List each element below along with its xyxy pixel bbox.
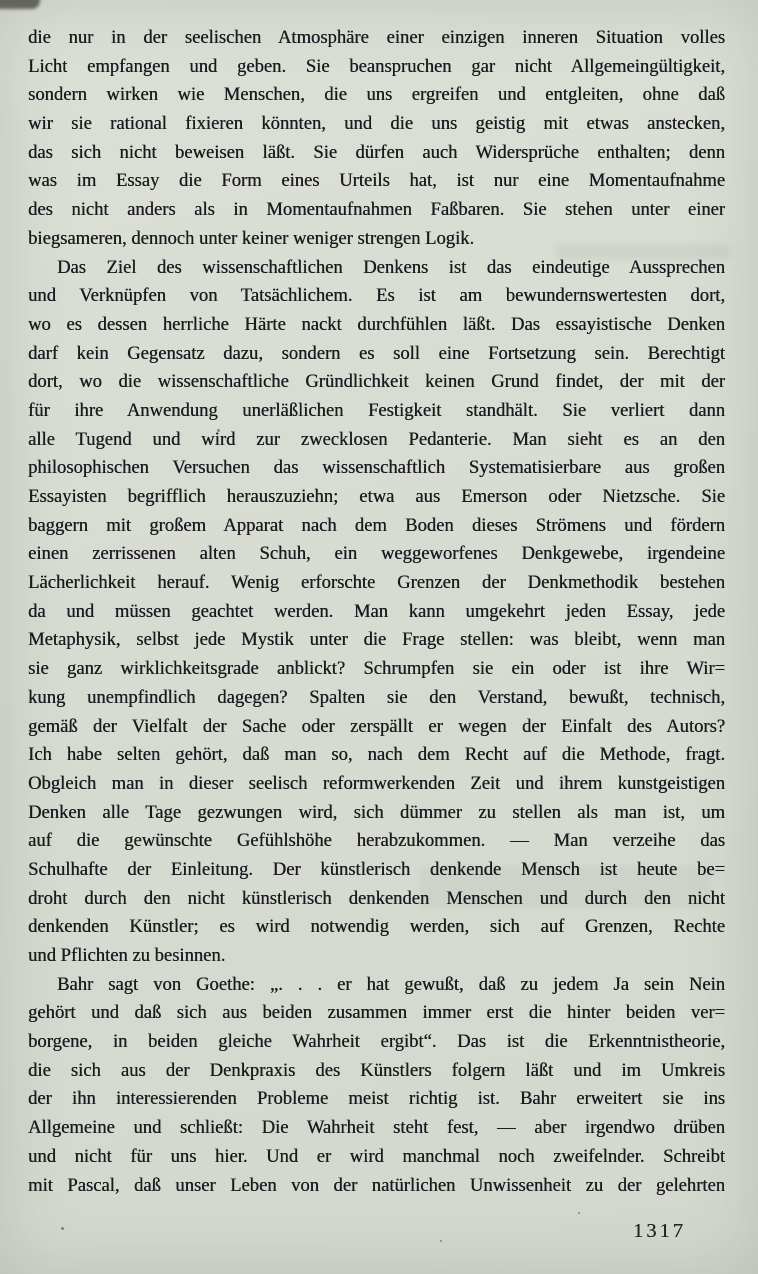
text-line: gehört und daß sich aus beiden zusammen immer erst die hinter beiden ver= [28,1002,725,1024]
text-line: Schulhafte der Einleitung. Der künstlerisch denkende Mensch ist heute be= [28,858,725,880]
text-line: wo es dessen herrliche Härte nackt durchfühlen läßt. Das essayistische Denken [28,313,725,335]
text-line: die sich aus der Denkpraxis des Künstlers folgern läßt und im Umkreis [28,1059,725,1081]
text-line: mit Pascal, daß unser Leben von der natürlichen Unwissenheit zu der gelehrten [28,1174,725,1196]
text-line: und Verknüpfen von Tatsächlichem. Es ist am bewundernswertesten dort, [28,285,725,307]
text-line: kung unempfindlich dagegen? Spalten sie den Verstand, bewußt, technisch, [28,686,725,708]
text-line: Bahr sagt von Goethe: „. . . er hat gewußt, daß zu jedem Ja sein Nein [57,973,725,995]
text-line: die nur in der seelischen Atmosphäre einer einzigen inneren Situation volles [28,27,725,48]
text-line: denkenden Künstler; es wird notwendig werden, sich auf Grenzen, Rechte [28,916,725,938]
scan-speck [61,1227,64,1230]
text-line: Das Ziel des wissenschaftlichen Denkens ist das eindeutige Aussprechen [57,256,725,278]
text-line: darf kein Gegensatz dazu, sondern es soll eine Fortsetzung sein. Berechtigt [28,342,725,364]
text-line: einen zerrissenen alten Schuh, ein weggeworfenes Denkgewebe, irgendeine [28,543,725,565]
text-line: dort, wo die wissenschaftliche Gründlichkeit keinen Grund findet, der mit der [28,371,725,393]
text-line: und nicht für uns hier. Und er wird manchmal noch zweifelnder. Schreibt [28,1145,725,1167]
text-line: droht durch den nicht künstlerisch denkenden Menschen und durch den nicht [28,887,725,909]
text-line: philosophischen Versuchen das wissenschaftlich Systematisierbare aus großen [28,457,725,479]
text-line: Essayisten begrifflich herauszuziehn; etwa aus Emerson oder Nietzsche. Sie [28,486,725,507]
text-line: was im Essay die Form eines Urteils hat, ist nur eine Momentaufnahme [28,170,725,192]
scan-speck [440,1240,442,1242]
scan-speck [578,1212,580,1214]
text-line: Obgleich man in dieser seelisch reformwerkenden Zeit und ihrem kunstgeistigen [28,772,725,794]
scan-artifact-corner [0,0,40,9]
text-line: wir sie rational fixieren könnten, und die uns geistig mit etwas anstecken, [28,113,725,135]
text-line: alle Tugend und wird zur zwecklosen Pedanterie. Man sieht es an den [28,428,725,450]
text-line: das sich nicht beweisen läßt. Sie dürfen auch Widersprüche enthalten; denn [28,141,725,163]
text-line: auf die gewünschte Gefühlshöhe herabzukommen. — Man verzeihe das [28,830,725,852]
text-line: da und müssen geachtet werden. Man kann umgekehrt jeden Essay, jede [28,600,725,622]
text-line: der ihn interessierenden Probleme meist richtig ist. Bahr erweitert sie ins [28,1088,725,1110]
text-line: borgene, in beiden gleiche Wahrheit ergibt“. Das ist die Erkenntnistheorie, [28,1031,725,1053]
text-line: sie ganz wirklichkeitsgrade anblickt? Schrumpfen sie ein oder ist ihre Wir= [28,658,725,680]
text-line: baggern mit großem Apparat nach dem Boden dieses Strömens und fördern [28,514,725,536]
page-number: 1317 [633,1220,686,1242]
text-line: sondern wirken wie Menschen, die uns ergreifen und entgleiten, ohne daß [28,84,725,106]
text-line: Ich habe selten gehört, daß man so, nach dem Recht auf die Methode, fragt. [28,744,725,766]
text-line: Lächerlichkeit herauf. Wenig erforschte Grenzen der Denkmethodik bestehen [28,572,725,594]
text-line: und Pflichten zu besinnen. [28,945,226,966]
text-line: Allgemeine und schließt: Die Wahrheit steht fest, — aber irgendwo drüben [28,1117,725,1139]
text-line: Denken alle Tage gezwungen wird, sich dümmer zu stellen als man ist, um [28,801,725,823]
text-line: gemäß der Vielfalt der Sache oder zerspällt er wegen der Einfalt des Autors? [28,715,725,737]
body-text [28,24,725,1200]
text-line: Metaphysik, selbst jede Mystik unter die Frage stellen: was bleibt, wenn man [28,629,725,651]
text-line: biegsameren, dennoch unter keiner weniger strengen Logik. [28,227,475,249]
text-line: für ihre Anwendung unerläßlichen Festigkeit standhält. Sie verliert dann [28,399,725,421]
text-line: Licht empfangen und geben. Sie beanspruchen gar nicht Allgemeingültigkeit, [28,55,725,77]
text-line: des nicht anders als in Momentaufnahmen Faßbaren. Sie stehen unter einer [28,199,725,221]
